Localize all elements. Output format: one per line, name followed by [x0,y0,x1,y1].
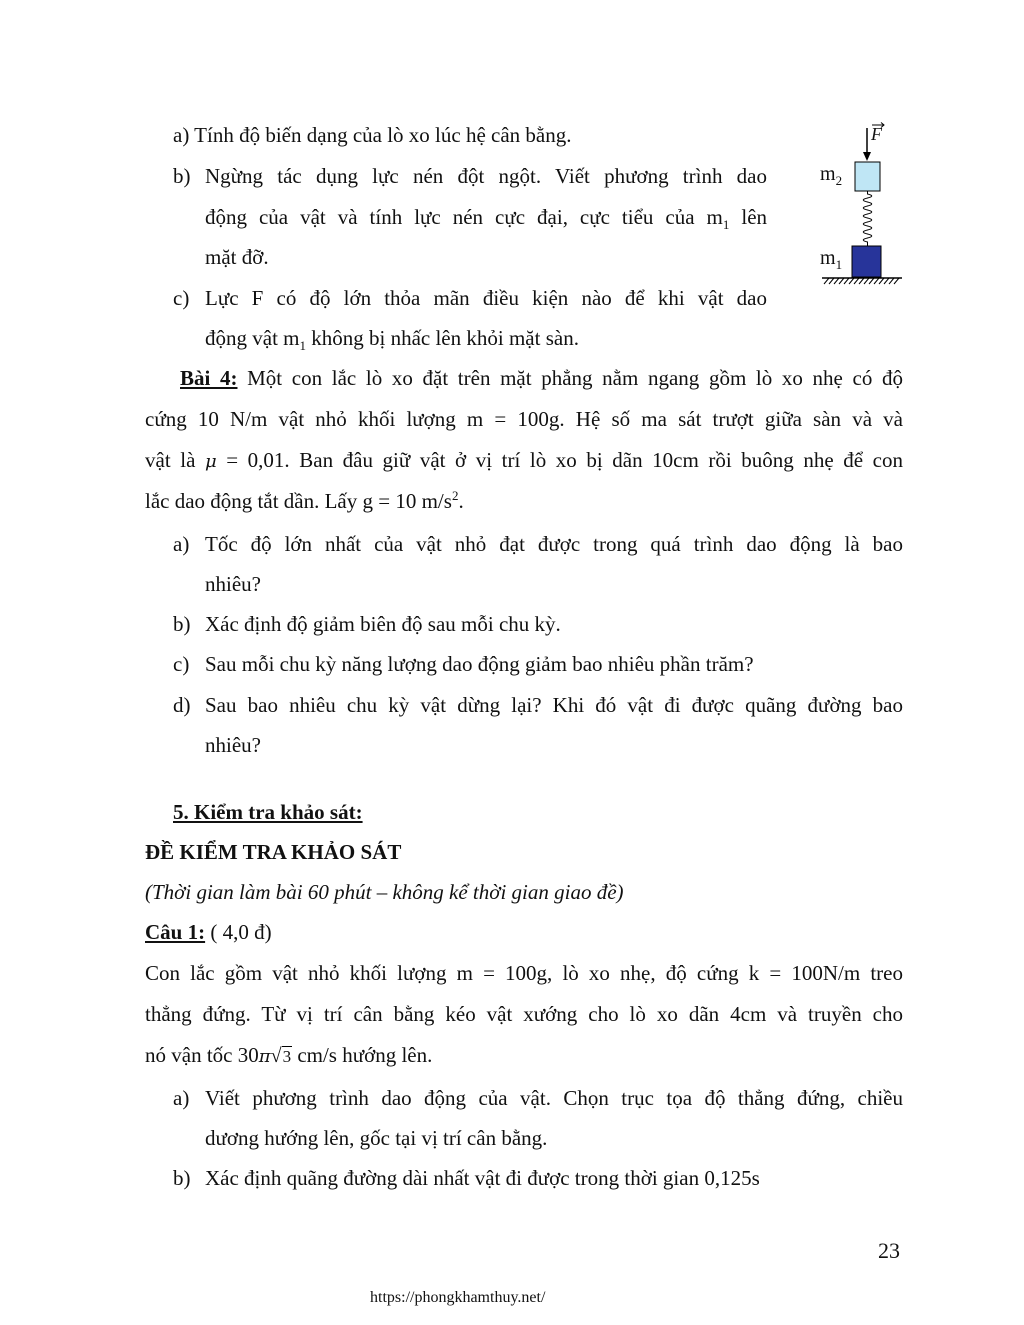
page-number: 23 [878,1238,900,1263]
force-label: F [871,124,882,144]
sqrt-sign: √ [270,1045,282,1067]
mass-m1-label: $m_1$ [820,247,843,272]
section5-heading: 5. Kiểm tra khảo sát: [173,800,363,824]
bai4-title: Bài 4: [180,366,238,390]
item-label: a) [173,1086,190,1110]
item-c-top-line1: c) Lực F có độ lớn thỏa mãn điều kiện nào để khi vật dao [173,286,767,310]
bai4-line3: vật là μ = 0,01. Ban đâu giữ vật ở vị trí lò xo bị dãn 10cm rồi buông nhẹ để con [145,448,903,472]
spring [863,191,872,246]
item-label: c) [173,652,190,676]
bai4-item-b: b) Xác định độ giảm biên độ sau mỗi chu kỳ. [173,612,561,636]
cau1-line1: Con lắc gồm vật nhỏ khối lượng m = 100g, lò xo nhẹ, độ cứng k = 100N/m treo [145,961,903,985]
item-b-top-line2: động của vật và tính lực nén cực đại, cực tiểu của $m_1$ lên [205,205,768,233]
mass-m2-block [855,162,880,191]
spring-mass-figure [812,118,912,293]
mass-m2-label: $m_2$ [820,163,843,188]
force-arrow-head [863,152,871,161]
velocity-expression: 30π√3 [237,1043,292,1067]
bai4-line2: cứng 10 N/m vật nhỏ khối lượng m = 100g. Hệ số ma sát trượt giữa sàn và và [145,407,903,431]
item-label: b) [173,612,191,636]
bai4-item-c: c) Sau mỗi chu kỳ năng lượng dao động giảm bao nhiêu phần trăm? [173,652,754,676]
bai4-line1: Bài 4: Một con lắc lò xo đặt trên mặt phẳng nằm ngang gồm lò xo nhẹ có độ [180,366,903,390]
item-c-top-line2: động vật $m_1$ không bị nhấc lên khỏi mặt sàn. [205,326,579,354]
cau1-points: ( 4,0 đ) [205,920,272,944]
item-label: a) [173,532,190,556]
cau1-item-a-line2: dương hướng lên, gốc tại vị trí cân bằng. [205,1126,548,1150]
item-label: c) [173,286,190,310]
ground-hatching [824,278,899,284]
bai4-item-a-line2: nhiêu? [205,572,261,596]
item-a-top: a) Tính độ biến dạng của lò xo lúc hệ cân bằng. [173,123,572,147]
exam-title: ĐỀ KIỂM TRA KHẢO SÁT [145,840,402,864]
bai4-item-d-line2: nhiêu? [205,733,261,757]
bai4-item-a-line1: a) Tốc độ lớn nhất của vật nhỏ đạt được trong quá trình dao động là bao [173,532,903,556]
item-b-top-line1: b) Ngừng tác dụng lực nén đột ngột. Viết phương trình dao [173,164,767,188]
cau1-item-a-line1: a) Viết phương trình dao động của vật. Chọn trục tọa độ thẳng đứng, chiều [173,1086,903,1110]
item-label: d) [173,693,191,717]
cau1-header [145,918,272,946]
exam-time: (Thời gian làm bài 60 phút – không kể thời gian giao đề) [145,880,624,904]
cau1-line3: nó vận tốc 30π√3 cm/s hướng lên. [145,1043,433,1067]
bai4-line4: lắc dao động tắt dần. Lấy g = 10 $m/s^2$. [145,488,464,513]
cau1-item-b: b) Xác định quãng đường dài nhất vật đi được trong thời gian 0,125s [173,1166,760,1190]
item-b-top-line3: mặt đỡ. [205,245,269,269]
mu-symbol: μ [204,451,217,472]
footer-url[interactable]: https://phongkhamthuy.net/ [370,1289,546,1306]
item-label: b) [173,164,191,188]
cau1-line2: thẳng đứng. Từ vị trí cân bằng kéo vật xướng cho lò xo dãn 4cm và truyền cho [145,1002,903,1026]
mass-m1-block [852,246,881,277]
item-label: b) [173,1166,191,1190]
cau1-label: Câu 1: [145,920,206,944]
bai4-item-d-line1: d) Sau bao nhiêu chu kỳ vật dừng lại? Khi đó vật đi được quãng đường bao [173,693,903,717]
